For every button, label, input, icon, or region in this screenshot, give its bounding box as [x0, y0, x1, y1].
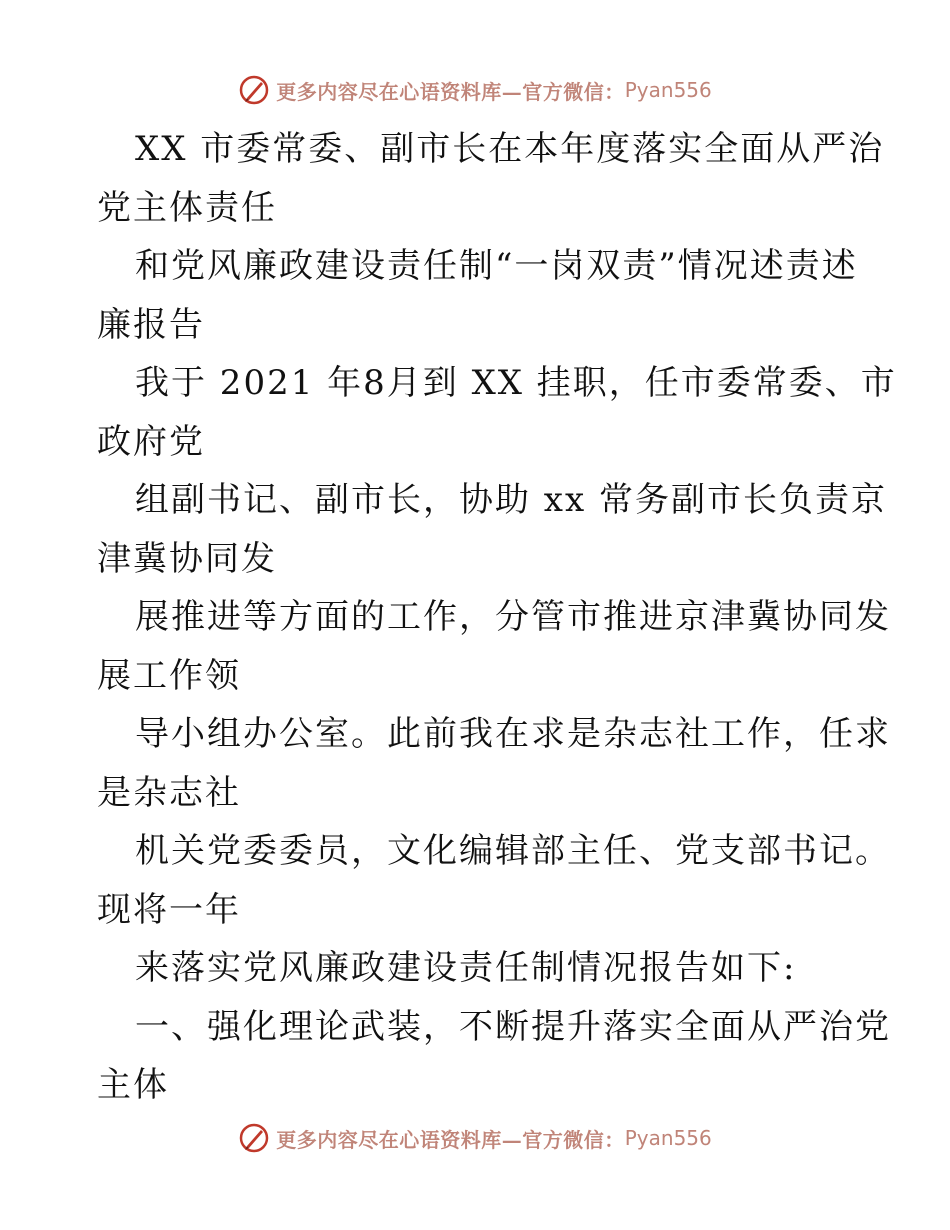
body-line: 主体 — [97, 1065, 169, 1105]
body-line: 机关党委委员，文化编辑部主任、党支部书记。 — [135, 831, 891, 871]
document-body — [97, 120, 897, 1115]
body-line: 来落实党风廉政建设责任制情况报告如下: — [135, 948, 797, 988]
watermark-footer — [0, 1118, 950, 1158]
watermark-wechat-id: Pyan556 — [624, 78, 712, 102]
body-line: 是杂志社 — [97, 772, 241, 813]
body-line: 津冀协同发 — [97, 538, 277, 579]
watermark-wechat-id: Pyan556 — [624, 1126, 712, 1150]
body-line: 政府党 — [97, 421, 205, 462]
body-line: 一、强化理论武装，不断提升落实全面从严治党 — [135, 1006, 891, 1047]
watermark-text: 更多内容尽在心语资料库—官方微信： — [276, 79, 625, 104]
quill-logo-icon — [238, 1122, 270, 1154]
body-line: 展推进等方面的工作，分管市推进京津冀协同发 — [135, 597, 891, 637]
body-line: XX 市委常委、副市长在本年度落实全面从严治 — [135, 129, 885, 169]
watermark-header — [0, 70, 950, 110]
body-line: 现将一年 — [97, 889, 241, 930]
body-line: 和党风廉政建设责任制“一岗双责”情况述责述 — [135, 246, 858, 286]
body-line: 展工作领 — [97, 655, 241, 696]
body-line: 我于 2021 年8月到 XX 挂职，任市委常委、市 — [135, 363, 897, 403]
body-line: 党主体责任 — [97, 187, 277, 228]
quill-logo-icon — [238, 74, 270, 106]
watermark-text: 更多内容尽在心语资料库—官方微信： — [276, 1127, 625, 1152]
body-line: 廉报告 — [97, 304, 205, 345]
body-line: 组副书记、副市长，协助 xx 常务副市长负责京 — [135, 480, 887, 520]
body-line: 导小组办公室。此前我在求是杂志社工作，任求 — [135, 714, 891, 754]
